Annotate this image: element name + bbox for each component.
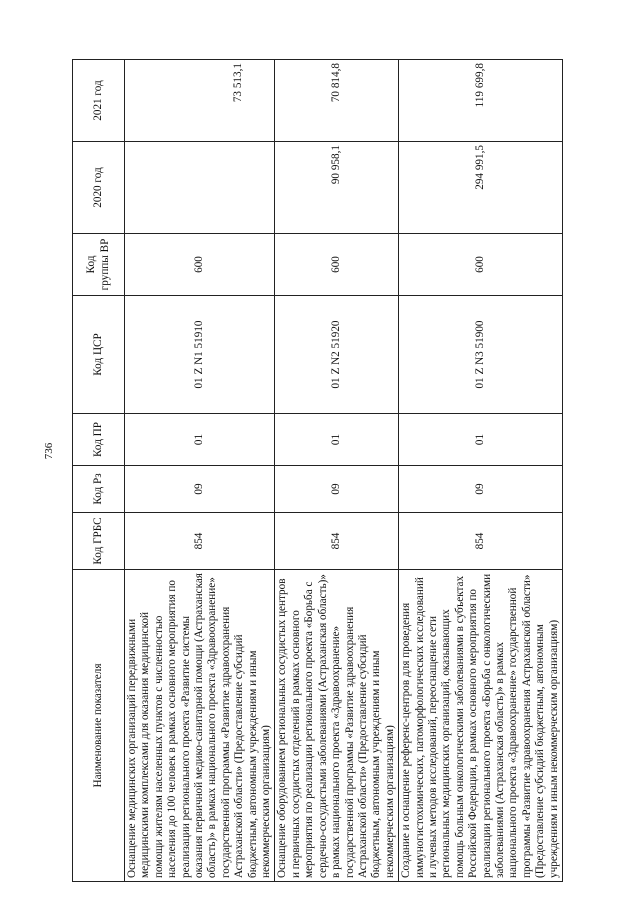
header-vr: Код группы ВР [73, 234, 125, 296]
cell-rz: 09 [399, 466, 563, 513]
cell-csr: 01 Z N3 51900 [399, 296, 563, 414]
cell-vr: 600 [399, 234, 563, 296]
table-header-row [73, 60, 125, 882]
rotated-table-container [72, 60, 560, 882]
header-2021: 2021 год [73, 60, 125, 142]
cell-2021: 70 814,8 [275, 60, 399, 142]
cell-2021: 73 513,1 [125, 60, 275, 142]
header-csr: Код ЦСР [73, 296, 125, 414]
header-2020: 2020 год [73, 142, 125, 234]
header-rz: Код Рз [73, 466, 125, 513]
header-pr: Код ПР [73, 414, 125, 466]
cell-vr: 600 [125, 234, 275, 296]
table-row [125, 60, 275, 882]
header-grbs: Код ГРБС [73, 513, 125, 570]
header-name: Наименование показателя [73, 570, 125, 882]
table-row [275, 60, 399, 882]
budget-table [72, 59, 563, 882]
cell-rz: 09 [125, 466, 275, 513]
cell-csr: 01 Z N1 51910 [125, 296, 275, 414]
cell-grbs: 854 [399, 513, 563, 570]
table-row [399, 60, 563, 882]
cell-name: Оснащение медицинских организаций передвижными медицинскими комплексами для оказания медицинской помощи жителям населенных пунктов с численностью населения до 100 человек в рамках основного мероприятия по реализации регионального проекта «Развитие системы оказания первичной медико-санитарной помощи (Астраханская область)» в рамках национального проекта «Здравоохранение» государственной программы «Развитие здравоохранения Астраханской области» (Предоставление субсидий бюджетным, автономным учреждениям и иным некоммерческим организациям) [125, 570, 275, 882]
page-number: 736 [43, 442, 55, 460]
cell-csr: 01 Z N2 51920 [275, 296, 399, 414]
cell-name: Оснащение оборудованием региональных сосудистых центров и первичных сосудистых отделений в рамках основного мероприятия по реализации регионального проекта «Борьба с сердечно-сосудистыми заболеваниями (Астраханская область)» в рамках национального проекта «Здравоохранение» государственной программы «Развитие здравоохранения Астраханской области» (Предоставление субсидий бюджетным, автономным учреждениям и иным некоммерческим организациям) [275, 570, 399, 882]
cell-2020 [125, 142, 275, 234]
cell-vr: 600 [275, 234, 399, 296]
cell-grbs: 854 [125, 513, 275, 570]
cell-pr: 01 [399, 414, 563, 466]
cell-2020: 294 991,5 [399, 142, 563, 234]
cell-pr: 01 [275, 414, 399, 466]
cell-2020: 90 958,1 [275, 142, 399, 234]
cell-2021: 119 699,8 [399, 60, 563, 142]
cell-grbs: 854 [275, 513, 399, 570]
cell-pr: 01 [125, 414, 275, 466]
cell-name: Создание и оснащение референс-центров для проведения иммуногистохимических, патоморфологических исследований и лучевых методов исследований, переоснащение сети региональных медицинских организаций, оказывающих помощь больным онкологическими заболеваниями в субъектах Российской Федерации, в рамках основного мероприятия по реализации регионального проекта «Борьба с онкологическими заболеваниями (Астраханская область)» в рамках национального проекта «Здравоохранение» государственной программы «Развитие здравоохранения Астраханской области» (Предоставление субсидий бюджетным, автономным учреждениям и иным некоммерческим организациям) [399, 570, 563, 882]
cell-rz: 09 [275, 466, 399, 513]
